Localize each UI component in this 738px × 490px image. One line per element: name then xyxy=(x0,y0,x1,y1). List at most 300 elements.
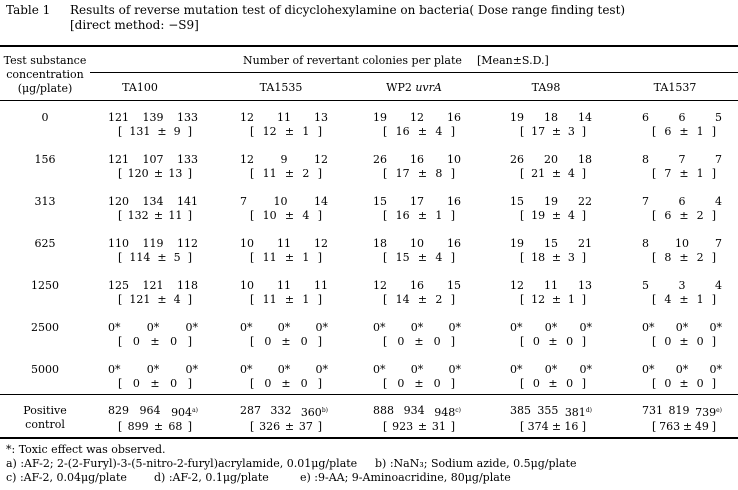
plate-counts xyxy=(642,237,722,251)
mean-value: 0 xyxy=(264,377,272,390)
positive-control-cell xyxy=(510,404,592,434)
mean-value: 14 xyxy=(395,293,410,306)
plate-count: 19 xyxy=(544,195,558,208)
plate-count: 119 xyxy=(142,237,164,250)
plate-count: 17 xyxy=(410,195,424,208)
data-cell xyxy=(373,153,461,181)
plate-counts xyxy=(642,111,722,125)
plate-count: 15 xyxy=(510,195,524,208)
plate-count: 7 xyxy=(715,153,722,166)
positive-control-cell xyxy=(240,404,328,434)
data-cell xyxy=(373,111,461,139)
sd-value: 1 xyxy=(435,209,443,222)
concentration-cell: 1250 xyxy=(31,279,59,292)
plate-counts xyxy=(510,279,592,293)
plate-count: 7 xyxy=(240,195,247,208)
sd-value: 0 xyxy=(433,377,441,390)
header-rule xyxy=(0,100,738,101)
sd-value: 11 xyxy=(168,209,183,222)
plate-counts xyxy=(240,153,328,167)
mean-sd: [ 12 ± 1 ] xyxy=(520,293,586,306)
data-cell xyxy=(108,237,198,265)
data-cell xyxy=(240,237,328,265)
plate-count: 0* xyxy=(448,363,461,376)
mean-sd: [ 120 ± 13 ] xyxy=(118,167,192,180)
mean-sd: [ 16 ± 4 ] xyxy=(383,125,455,138)
plate-counts xyxy=(108,363,198,377)
data-cell xyxy=(510,195,592,223)
mean-value: 114 xyxy=(129,251,151,264)
plate-count: 125 xyxy=(108,279,129,292)
footnote-marker: c) xyxy=(455,407,461,414)
plate-count: 6 xyxy=(678,195,686,208)
data-cell xyxy=(373,237,461,265)
plate-count: 964 xyxy=(139,404,161,417)
group-rule xyxy=(90,72,738,73)
data-cell xyxy=(108,195,198,223)
sd-value: 4 xyxy=(567,167,575,180)
data-cell xyxy=(642,111,722,139)
plate-count: 120 xyxy=(108,195,129,208)
plate-count: 8 xyxy=(642,237,649,250)
mean-sd: [ 11 ± 1 ] xyxy=(250,293,322,306)
plate-count: 12 xyxy=(240,111,254,124)
plate-counts xyxy=(108,237,198,251)
plate-count: 0* xyxy=(185,363,198,376)
data-cell xyxy=(240,363,328,391)
table-title-line1: Results of reverse mutation test of dicyclohexylamine on bacteria( Dose range finding test) xyxy=(70,3,626,17)
plate-count: 0* xyxy=(146,363,160,376)
sd-value: 0 xyxy=(566,377,574,390)
sd-value: 5 xyxy=(173,251,181,264)
concentration-header-line2: concentration xyxy=(6,68,84,81)
plate-count: 360$^{b)}$ xyxy=(300,406,328,419)
mean-sd: [ 8 ± 2 ] xyxy=(652,251,716,264)
plate-count: 0* xyxy=(410,363,424,376)
plate-counts xyxy=(373,111,461,125)
plate-count: 16 xyxy=(447,195,461,208)
plate-count: 18 xyxy=(578,153,592,166)
plate-count: 121 xyxy=(142,279,164,292)
sd-value: 4 xyxy=(435,251,443,264)
sd-value: 2 xyxy=(435,293,443,306)
mean-value: 12 xyxy=(262,125,277,138)
plate-count: 888 xyxy=(373,404,394,417)
plate-count: 0* xyxy=(642,321,655,334)
data-cell xyxy=(642,153,722,181)
plate-counts xyxy=(373,321,461,335)
bottom-rule xyxy=(0,437,738,439)
plate-counts xyxy=(108,153,198,167)
plate-count: 0* xyxy=(675,363,689,376)
plate-count: 9 xyxy=(280,153,288,166)
plate-counts xyxy=(240,321,328,335)
plate-count: 0* xyxy=(373,321,386,334)
plate-count: 0* xyxy=(315,321,328,334)
plate-count: 0* xyxy=(709,363,722,376)
footnote-d: d) :AF-2, 0.1μg/plate xyxy=(154,471,269,484)
sd-value: 1 xyxy=(696,125,704,138)
plate-counts xyxy=(373,279,461,293)
plate-counts xyxy=(240,363,328,377)
mean-value: 17 xyxy=(531,125,546,138)
plate-count: 10 xyxy=(447,153,461,166)
positive-rule xyxy=(0,394,738,395)
plate-count: 12 xyxy=(410,111,424,124)
plate-count: 731 xyxy=(642,404,663,417)
data-cell xyxy=(510,237,592,265)
data-cell xyxy=(373,321,461,349)
plate-counts xyxy=(510,237,592,251)
mean-sd: [ 4 ± 1 ] xyxy=(652,293,716,306)
plate-count: 11 xyxy=(277,279,291,292)
sd-value: 0 xyxy=(170,377,178,390)
plate-count: 0* xyxy=(108,363,121,376)
mean-value: 0 xyxy=(532,335,540,348)
sd-value: 4 xyxy=(173,293,181,306)
mean-sd: [ 0 ± 0 ] xyxy=(652,377,716,390)
plate-count: 21 xyxy=(578,237,592,250)
plate-counts xyxy=(373,237,461,251)
mean-value: 6 xyxy=(664,125,672,138)
sd-value: 1 xyxy=(696,293,704,306)
data-cell xyxy=(510,279,592,307)
mean-value: 0 xyxy=(664,335,672,348)
mean-sd: [ 0 ± 0 ] xyxy=(118,377,192,390)
mean-value: 763 xyxy=(659,420,681,433)
plate-count: 112 xyxy=(177,237,198,250)
stat-label: [Mean±S.D.] xyxy=(477,54,549,67)
plate-count: 14 xyxy=(314,195,328,208)
data-cell xyxy=(240,153,328,181)
concentration-cell: 0 xyxy=(41,111,49,124)
plate-counts xyxy=(240,404,328,420)
mean-value: 16 xyxy=(395,209,410,222)
concentration-cell: 5000 xyxy=(31,363,59,376)
footnote-marker: d) xyxy=(585,407,592,414)
mean-sd: [ 114 ± 5 ] xyxy=(118,251,192,264)
plate-counts xyxy=(642,321,722,335)
strain-header-2: WP2 uvrA xyxy=(386,81,442,94)
sd-value: 2 xyxy=(696,209,704,222)
data-cell xyxy=(240,321,328,349)
mean-value: 21 xyxy=(531,167,546,180)
data-cell xyxy=(108,279,198,307)
mean-value: 0 xyxy=(132,335,140,348)
plate-count: 0* xyxy=(448,321,461,334)
plate-counts xyxy=(510,404,592,420)
plate-count: 381$^{d)}$ xyxy=(564,406,592,419)
plate-count: 19 xyxy=(510,237,524,250)
plate-counts xyxy=(108,404,198,420)
mean-sd: [ 131 ± 9 ] xyxy=(118,125,192,138)
sd-value: 9 xyxy=(173,125,181,138)
mean-value: 11 xyxy=(262,251,277,264)
sd-value: 3 xyxy=(567,251,575,264)
mean-value: 7 xyxy=(664,167,672,180)
concentration-header xyxy=(0,54,90,96)
data-cell xyxy=(510,111,592,139)
plate-count: 16 xyxy=(447,111,461,124)
mean-value: 132 xyxy=(127,209,149,222)
mean-sd: [ 132 ± 11 ] xyxy=(118,209,192,222)
mean-value: 0 xyxy=(397,377,405,390)
footnote-b: b) :NaN₃; Sodium azide, 0.5μg/plate xyxy=(375,457,577,470)
plate-count: 139 xyxy=(142,111,164,124)
mean-sd: [ 15 ± 4 ] xyxy=(383,251,455,264)
concentration-header-line1: Test substance xyxy=(3,54,87,67)
mean-sd: [ 6 ± 2 ] xyxy=(652,209,716,222)
plate-counts xyxy=(510,195,592,209)
plate-count: 15 xyxy=(544,237,558,250)
mean-sd: [ 21 ± 4 ] xyxy=(520,167,586,180)
mean-sd: [ 0 ± 0 ] xyxy=(520,377,586,390)
positive-control-cell xyxy=(642,404,722,434)
concentration-header-line3: (μg/plate) xyxy=(17,82,73,95)
data-cell xyxy=(642,363,722,391)
footnote-e: e) :9-AA; 9-Aminoacridine, 80μg/plate xyxy=(300,471,511,484)
mean-sd: [ 0 ± 0 ] xyxy=(250,335,322,348)
mean-sd: [ 6 ± 1 ] xyxy=(652,125,716,138)
plate-count: 819 xyxy=(668,404,690,417)
plate-count: 18 xyxy=(373,237,387,250)
data-cell xyxy=(108,153,198,181)
sd-value: 31 xyxy=(431,420,446,433)
mean-sd: [ 0 ± 0 ] xyxy=(520,335,586,348)
plate-counts xyxy=(373,363,461,377)
data-cell xyxy=(642,195,722,223)
plate-count: 10 xyxy=(273,195,288,208)
sd-value: 13 xyxy=(168,167,183,180)
footnote-marker: e) xyxy=(716,407,722,414)
mean-sd: [ 763 ± 49 ] xyxy=(652,420,716,433)
plate-count: 16 xyxy=(447,237,461,250)
sd-value: 2 xyxy=(302,167,310,180)
footnote-marker: b) xyxy=(321,407,328,414)
sd-value: 0 xyxy=(300,335,308,348)
plate-count: 4 xyxy=(715,195,722,208)
plate-counts xyxy=(240,237,328,251)
plate-count: 0* xyxy=(240,321,253,334)
mean-value: 923 xyxy=(392,420,414,433)
plate-count: 0* xyxy=(510,321,523,334)
sd-value: 1 xyxy=(302,293,310,306)
plate-count: 12 xyxy=(373,279,387,292)
mean-value: 11 xyxy=(262,167,277,180)
mean-value: 6 xyxy=(664,209,672,222)
plate-count: 22 xyxy=(578,195,592,208)
data-cell xyxy=(240,195,328,223)
mean-sd: [ 11 ± 2 ] xyxy=(250,167,322,180)
concentration-cell: 156 xyxy=(34,153,56,166)
plate-counts xyxy=(642,195,722,209)
plate-counts xyxy=(642,153,722,167)
mean-sd: [ 0 ± 0 ] xyxy=(383,335,455,348)
sd-value: 4 xyxy=(435,125,443,138)
mean-sd: [ 17 ± 8 ] xyxy=(383,167,455,180)
plate-count: 20 xyxy=(544,153,558,166)
data-cell xyxy=(642,279,722,307)
footnote-c: c) :AF-2, 0.04μg/plate xyxy=(6,471,127,484)
mean-value: 12 xyxy=(531,293,546,306)
mean-sd: [ 0 ± 0 ] xyxy=(383,377,455,390)
plate-count: 12 xyxy=(240,153,254,166)
sd-value: 4 xyxy=(302,209,310,222)
plate-count: 26 xyxy=(373,153,387,166)
mean-sd: [ 17 ± 3 ] xyxy=(520,125,586,138)
data-cell xyxy=(373,195,461,223)
concentration-cell: 313 xyxy=(34,195,56,208)
plate-count: 16 xyxy=(410,279,424,292)
plate-counts xyxy=(108,195,198,209)
plate-count: 0* xyxy=(240,363,253,376)
plate-count: 6 xyxy=(678,111,686,124)
mean-value: 8 xyxy=(664,251,672,264)
sd-value: 0 xyxy=(170,335,178,348)
mean-value: 0 xyxy=(532,377,540,390)
plate-count: 0* xyxy=(277,363,291,376)
mean-value: 16 xyxy=(395,125,410,138)
mean-value: 899 xyxy=(127,420,149,433)
positive-control-cell xyxy=(108,404,198,434)
plate-count: 10 xyxy=(240,279,254,292)
plate-count: 121 xyxy=(108,111,129,124)
plate-count: 12 xyxy=(314,237,328,250)
plate-count: 0* xyxy=(579,363,592,376)
mean-value: 17 xyxy=(395,167,410,180)
mean-value: 374 xyxy=(527,420,549,433)
sd-value: 1 xyxy=(302,251,310,264)
sd-value: 37 xyxy=(298,420,313,433)
top-rule xyxy=(0,45,738,47)
mean-value: 10 xyxy=(262,209,277,222)
plate-count: 0* xyxy=(185,321,198,334)
plate-count: 829 xyxy=(108,404,129,417)
plate-counts xyxy=(510,111,592,125)
plate-counts xyxy=(510,321,592,335)
plate-counts xyxy=(240,195,328,209)
data-cell xyxy=(373,279,461,307)
sd-value: 1 xyxy=(696,167,704,180)
strain-header-4: TA1537 xyxy=(653,81,697,94)
mean-sd: [ 19 ± 4 ] xyxy=(520,209,586,222)
table-title xyxy=(70,3,625,33)
sd-value: 0 xyxy=(433,335,441,348)
plate-counts xyxy=(108,111,198,125)
plate-count: 11 xyxy=(314,279,328,292)
mean-value: 0 xyxy=(397,335,405,348)
data-cell xyxy=(108,321,198,349)
mean-sd: [ 121 ± 4 ] xyxy=(118,293,192,306)
plate-count: 133 xyxy=(177,111,198,124)
plate-count: 0* xyxy=(544,363,558,376)
mean-sd: [ 18 ± 3 ] xyxy=(520,251,586,264)
plate-count: 13 xyxy=(578,279,592,292)
sd-value: 2 xyxy=(696,251,704,264)
plate-count: 0* xyxy=(108,321,121,334)
mean-value: 18 xyxy=(531,251,546,264)
concentration-cell: 625 xyxy=(34,237,56,250)
sd-value: 49 xyxy=(694,420,709,433)
sd-value: 68 xyxy=(168,420,183,433)
mean-value: 0 xyxy=(264,335,272,348)
mean-sd: [ 374 ± 16 ] xyxy=(520,420,586,433)
plate-count: 0* xyxy=(510,363,523,376)
footnote-a: a) :AF-2; 2-(2-Furyl)-3-(5-nitro-2-furyl)acrylamide, 0.01μg/plate xyxy=(6,457,358,470)
mean-value: 121 xyxy=(129,293,151,306)
mean-value: 4 xyxy=(664,293,672,306)
plate-count: 18 xyxy=(544,111,558,124)
plate-count: 8 xyxy=(642,153,649,166)
data-cell xyxy=(642,321,722,349)
plate-count: 948$^{c)}$ xyxy=(434,406,461,419)
plate-counts xyxy=(240,111,328,125)
plate-count: 4 xyxy=(715,279,722,292)
data-cell xyxy=(642,237,722,265)
plate-count: 19 xyxy=(373,111,387,124)
mean-sd: [ 10 ± 4 ] xyxy=(250,209,322,222)
plate-count: 904$^{a)}$ xyxy=(171,406,198,419)
plate-count: 26 xyxy=(510,153,524,166)
plate-count: 121 xyxy=(108,153,129,166)
plate-count: 15 xyxy=(447,279,461,292)
plate-count: 287 xyxy=(240,404,261,417)
plate-count: 0* xyxy=(675,321,689,334)
plate-counts xyxy=(373,404,461,420)
plate-count: 11 xyxy=(277,111,291,124)
plate-count: 385 xyxy=(510,404,531,417)
sd-value: 1 xyxy=(567,293,575,306)
plate-count: 0* xyxy=(642,363,655,376)
plate-count: 0* xyxy=(277,321,291,334)
sd-value: 4 xyxy=(567,209,575,222)
plate-count: 19 xyxy=(510,111,524,124)
plate-counts xyxy=(510,153,592,167)
plate-count: 5 xyxy=(715,111,722,124)
data-cell xyxy=(510,363,592,391)
data-cell xyxy=(108,111,198,139)
sd-value: 8 xyxy=(435,167,443,180)
mean-sd: [ 11 ± 1 ] xyxy=(250,251,322,264)
table-title-line2: [direct method: −S9] xyxy=(70,18,199,32)
mean-sd: [ 7 ± 1 ] xyxy=(652,167,716,180)
plate-count: 11 xyxy=(277,237,291,250)
sd-value: 16 xyxy=(564,420,579,433)
footnote-toxic: *: Toxic effect was observed. xyxy=(6,443,166,456)
plate-count: 10 xyxy=(675,237,689,250)
plate-counts xyxy=(108,321,198,335)
concentration-cell: 2500 xyxy=(31,321,59,334)
plate-counts xyxy=(642,363,722,377)
plate-count: 739$^{e)}$ xyxy=(695,406,722,419)
table-label: Table 1 xyxy=(6,3,51,17)
plate-counts xyxy=(373,153,461,167)
plate-counts xyxy=(240,279,328,293)
mean-sd: [ 0 ± 0 ] xyxy=(118,335,192,348)
plate-count: 332 xyxy=(270,404,292,417)
plate-counts xyxy=(510,363,592,377)
plate-count: 15 xyxy=(373,195,387,208)
sd-value: 1 xyxy=(302,125,310,138)
plate-count: 0* xyxy=(373,363,386,376)
sd-value: 0 xyxy=(566,335,574,348)
plate-count: 6 xyxy=(642,111,649,124)
data-cell xyxy=(108,363,198,391)
sd-value: 0 xyxy=(696,335,704,348)
plate-count: 134 xyxy=(142,195,164,208)
mean-value: 0 xyxy=(132,377,140,390)
plate-count: 0* xyxy=(579,321,592,334)
